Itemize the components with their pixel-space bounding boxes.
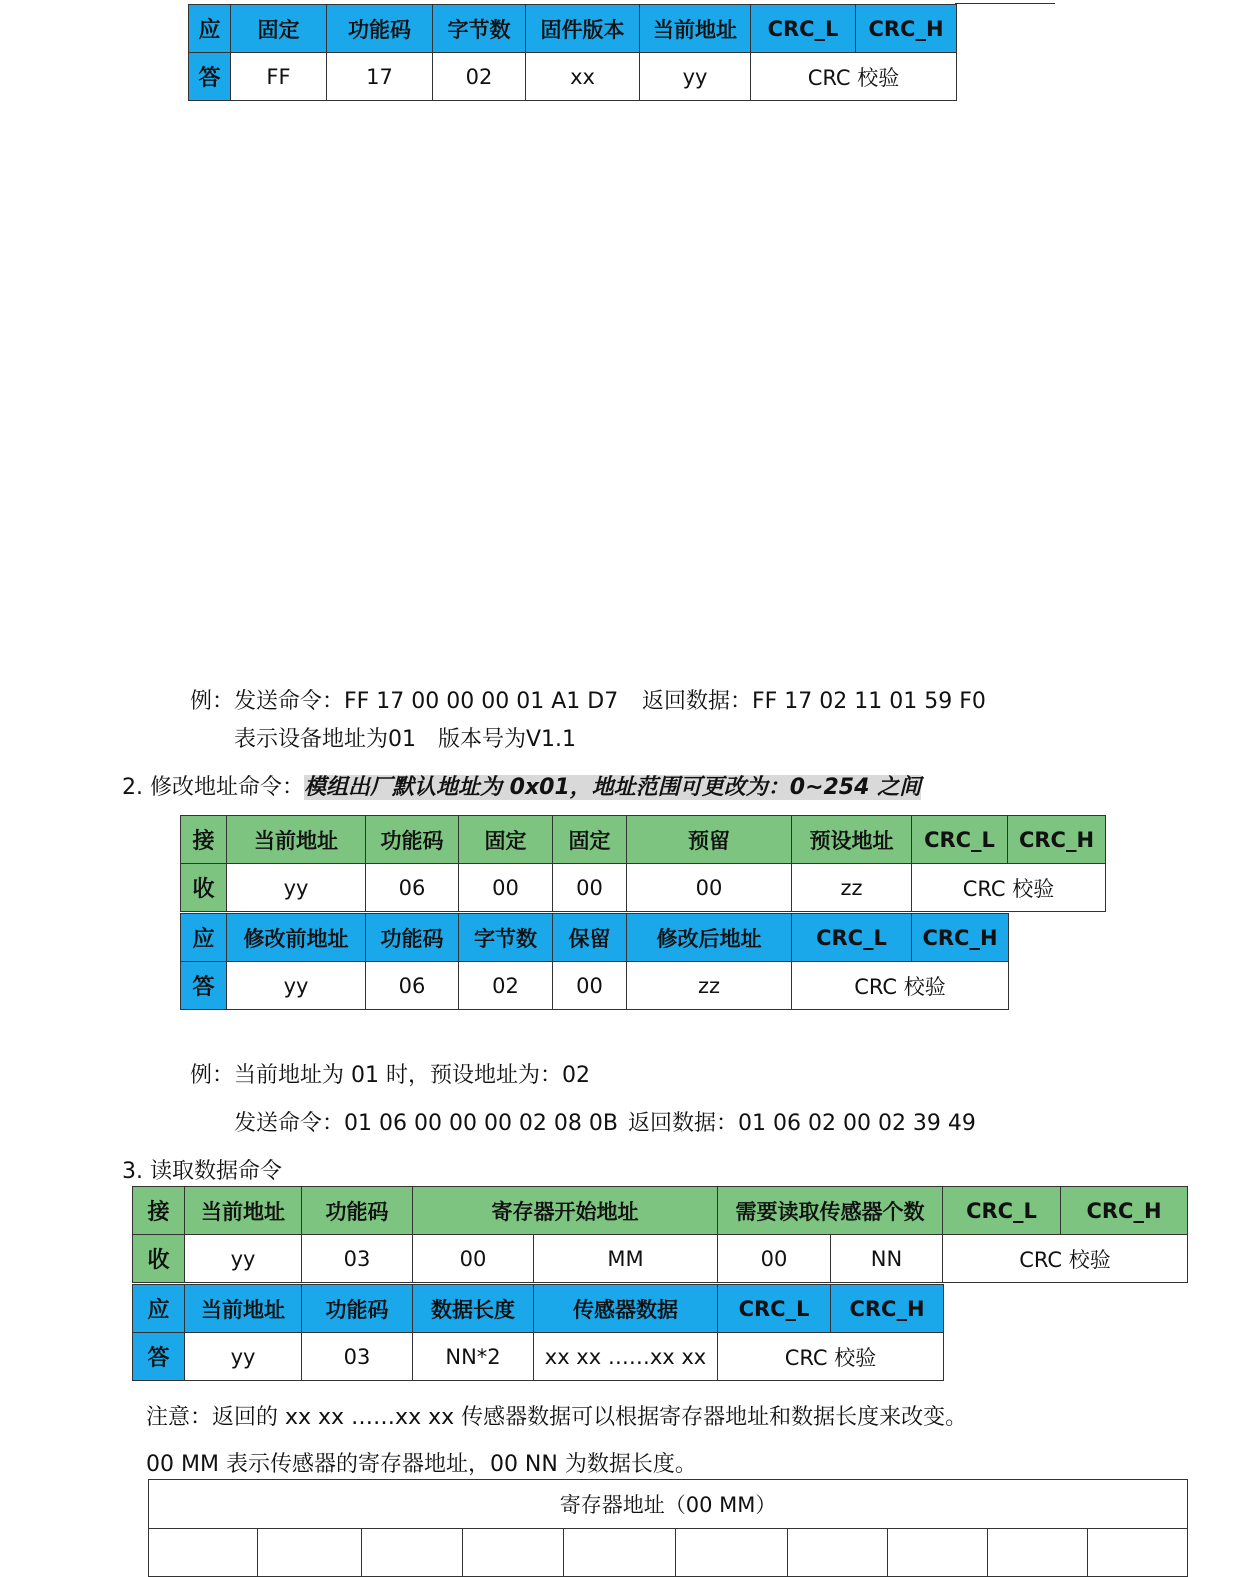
header-cell: 修改后地址 [627,914,792,962]
example2-return: 返回数据：01 06 02 00 02 39 49 [628,1111,976,1136]
crc-cell: CRC 校验 [751,53,957,101]
header-cell: 传感器数据 [534,1285,718,1333]
value-cell: NN [831,1235,943,1283]
value-cell: NN*2 [413,1333,534,1381]
header-cell: 保留 [553,914,627,962]
recv-label: 收 [133,1235,185,1283]
header-cell: 当前地址 [185,1285,302,1333]
section2-title-highlight: 模组出厂默认地址为 0x01，地址范围可更改为：0~254 之间 [303,775,922,800]
recv-label: 接 [181,816,227,864]
recv-label: 收 [181,864,227,912]
header-cell: 修改前地址 [227,914,366,962]
header-cell: 固件版本 [526,5,640,53]
header-cell: CRC_L [718,1285,831,1333]
reply-label: 答 [189,53,231,101]
register-cell [788,1529,888,1577]
reply-label: 应 [133,1285,185,1333]
register-cell [149,1529,258,1577]
value-cell: 00 [553,864,627,912]
recv-label: 接 [133,1187,185,1235]
value-cell: yy [640,53,751,101]
header-cell: 寄存器开始地址 [413,1187,718,1235]
value-cell: 00 [459,864,553,912]
value-cell: MM [534,1235,718,1283]
section2-title [122,770,921,801]
header-cell: 数据长度 [413,1285,534,1333]
example1-send: 例：发送命令：FF 17 00 00 00 01 A1 D7 [190,689,619,714]
header-cell: 字节数 [459,914,553,962]
crc-cell: CRC 校验 [912,864,1106,912]
header-cell: 固定 [459,816,553,864]
value-cell: yy [185,1333,302,1381]
register-cell [463,1529,564,1577]
value-cell: yy [185,1235,302,1283]
read-data-reply-table [132,1284,944,1381]
header-cell: CRC_L [912,816,1008,864]
reply-label: 答 [181,962,227,1010]
register-address-header: 寄存器地址（00 MM） [149,1480,1188,1529]
reply-label: 应 [189,5,231,53]
value-cell: 00 [553,962,627,1010]
header-cell: 当前地址 [185,1187,302,1235]
register-cell [888,1529,988,1577]
header-cell: 固定 [553,816,627,864]
value-cell: 17 [327,53,433,101]
header-cell: 功能码 [302,1187,413,1235]
header-cell: 当前地址 [640,5,751,53]
register-cell [258,1529,362,1577]
header-cell: CRC_H [1008,816,1106,864]
header-cell: 固定 [231,5,327,53]
example2-line1: 例：当前地址为 01 时，预设地址为：02 [190,1063,590,1088]
section2-title-prefix: 2. 修改地址命令： [122,775,304,800]
example1-return: 返回数据：FF 17 02 11 01 59 F0 [642,689,986,714]
header-cell: CRC_L [792,914,912,962]
register-address-table [148,1479,1188,1577]
value-cell: xx xx ……xx xx [534,1333,718,1381]
value-cell: 02 [459,962,553,1010]
crc-cell: CRC 校验 [792,962,1009,1010]
reply-label: 答 [133,1333,185,1381]
reply-label: 应 [181,914,227,962]
crc-cell: CRC 校验 [943,1235,1188,1283]
header-cell: CRC_H [1061,1187,1188,1235]
register-cell [676,1529,788,1577]
header-cell: 功能码 [327,5,433,53]
value-cell: 00 [413,1235,534,1283]
value-cell: yy [227,962,366,1010]
header-cell: CRC_H [912,914,1009,962]
value-cell: yy [227,864,366,912]
value-cell: 03 [302,1333,413,1381]
note-1: 注意：返回的 xx xx ……xx xx 传感器数据可以根据寄存器地址和数据长度来改变。 [146,1405,968,1430]
crc-cell: CRC 校验 [718,1333,944,1381]
header-cell: 预设地址 [792,816,912,864]
prev-table-border [955,0,1055,4]
modify-address-recv-table [180,815,1106,912]
value-cell: 03 [302,1235,413,1283]
note-2: 00 MM 表示传感器的寄存器地址，00 NN 为数据长度。 [146,1452,697,1477]
section3-title: 3. 读取数据命令 [122,1159,282,1184]
register-cell [564,1529,676,1577]
value-cell: zz [627,962,792,1010]
example1-meaning: 表示设备地址为01 版本号为V1.1 [234,727,577,752]
example2-send: 发送命令：01 06 00 00 00 02 08 0B [234,1111,619,1136]
value-cell: xx [526,53,640,101]
header-cell: 字节数 [433,5,526,53]
header-cell: 功能码 [302,1285,413,1333]
header-cell: 预留 [627,816,792,864]
header-cell: CRC_H [856,5,957,53]
value-cell: zz [792,864,912,912]
modify-address-reply-table [180,913,1009,1010]
header-cell: 功能码 [366,816,459,864]
header-cell: CRC_L [943,1187,1061,1235]
value-cell: 00 [718,1235,831,1283]
value-cell: FF [231,53,327,101]
register-cell [988,1529,1088,1577]
value-cell: 06 [366,962,459,1010]
read-data-recv-table [132,1186,1188,1283]
header-cell: 需要读取传感器个数 [718,1187,943,1235]
value-cell: 06 [366,864,459,912]
register-cell [362,1529,463,1577]
value-cell: 00 [627,864,792,912]
firmware-reply-table [188,4,957,101]
header-cell: CRC_L [751,5,856,53]
header-cell: 功能码 [366,914,459,962]
header-cell: 当前地址 [227,816,366,864]
header-cell: CRC_H [831,1285,944,1333]
register-cell [1088,1529,1188,1577]
value-cell: 02 [433,53,526,101]
